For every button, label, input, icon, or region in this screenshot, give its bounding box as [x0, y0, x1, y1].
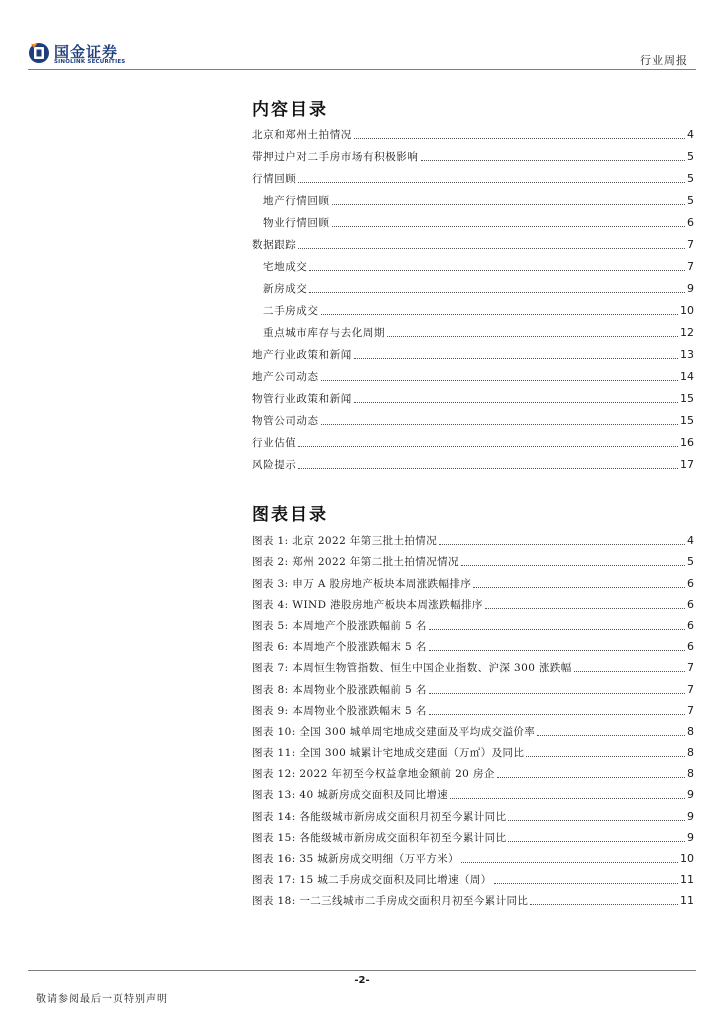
- figure-entry-label: 图表 13: 40 城新房成交面积及同比增速: [252, 789, 449, 802]
- toc-entry-page: 5: [687, 194, 694, 207]
- report-type-label: 行业周报: [640, 54, 688, 67]
- figure-entry-label: 图表 18: 一二三线城市二手房成交面积月初至今累计同比: [252, 895, 529, 908]
- disclaimer-note: 敬请参阅最后一页特别声明: [36, 994, 168, 1005]
- figure-entry-label: 图表 3: 申万 A 股房地产板块本周涨跌幅排序: [252, 577, 472, 590]
- toc-entry-label: 宅地成交: [263, 261, 308, 273]
- figure-entry[interactable]: [252, 739, 694, 760]
- figure-entry[interactable]: [252, 675, 694, 696]
- figure-entry-page: 9: [687, 809, 694, 823]
- toc-entry-page: 16: [680, 436, 694, 449]
- figure-entry-page: 10: [680, 852, 694, 865]
- figure-entry[interactable]: [252, 718, 694, 739]
- leader-dots: [298, 248, 685, 249]
- toc-entry-label: 新房成交: [263, 283, 308, 295]
- figure-entry-page: 6: [687, 618, 694, 632]
- toc-entry-page: 12: [680, 326, 694, 339]
- leader-dots: [354, 138, 685, 139]
- sinolink-logo-icon: [28, 40, 50, 66]
- figure-entry[interactable]: [252, 845, 694, 866]
- toc-entry-label: 带押过户对二手房市场有积极影响: [252, 151, 419, 163]
- toc-entry-label: 地产行情回顾: [263, 195, 330, 207]
- toc-entry-page: 15: [680, 414, 694, 427]
- toc-entry-label: 行业估值: [252, 437, 297, 449]
- leader-dots: [508, 820, 685, 821]
- footer-divider: [28, 970, 696, 971]
- toc-entry-page: 15: [680, 392, 694, 405]
- toc-subentry[interactable]: [252, 186, 694, 208]
- toc-entry-label: 北京和郑州土拍情况: [252, 129, 352, 141]
- figure-entry-label: 图表 9: 本周物业个股涨跌幅末 5 名: [252, 704, 427, 717]
- toc-entry-label: 地产公司动态: [252, 371, 319, 383]
- figures-title: 图表目录: [252, 505, 328, 525]
- leader-dots: [309, 292, 685, 293]
- leader-dots: [473, 587, 685, 588]
- figure-entry[interactable]: [252, 781, 694, 802]
- leader-dots: [321, 314, 679, 315]
- header-divider: [28, 69, 696, 70]
- figure-entry[interactable]: [252, 569, 694, 590]
- toc-subentry[interactable]: [252, 296, 694, 318]
- figure-entry-page: 5: [687, 555, 694, 569]
- logo-text-en: SINOLINK SECURITIES: [54, 59, 126, 65]
- toc-entry-page: 4: [687, 128, 694, 141]
- leader-dots: [439, 544, 685, 545]
- figure-entry[interactable]: [252, 527, 694, 548]
- toc-entry-label: 地产行业政策和新闻: [252, 349, 352, 361]
- figure-entry-label: 图表 16: 35 城新房成交明细（万平方米）: [252, 853, 459, 865]
- figure-entry-page: 8: [687, 746, 694, 760]
- contents-title: 内容目录: [252, 100, 328, 120]
- figure-entry-label: 图表 8: 本周物业个股涨跌幅前 5 名: [252, 683, 427, 696]
- toc-entry-label: 二手房成交: [263, 305, 319, 317]
- leader-dots: [429, 629, 685, 630]
- figure-entry[interactable]: [252, 612, 694, 633]
- toc-entry-label: 物管公司动态: [252, 415, 319, 427]
- toc-entry-page: 10: [680, 304, 694, 317]
- toc-entry[interactable]: [252, 120, 694, 142]
- toc-entry-page: 7: [687, 238, 694, 251]
- figure-entry-label: 图表 6: 本周地产个股涨跌幅末 5 名: [252, 641, 427, 654]
- figure-entry-label: 图表 14: 各能级城市新房成交面积月初至今累计同比: [252, 810, 507, 823]
- page-number: -2-: [354, 975, 370, 986]
- figure-entry[interactable]: [252, 548, 694, 569]
- toc-entry-page: 13: [680, 348, 694, 361]
- figure-entry-page: 9: [687, 830, 694, 844]
- figure-entry-label: 图表 7: 本周恒生物管指数、恒生中国企业指数、沪深 300 涨跌幅: [252, 662, 572, 675]
- toc-entry[interactable]: [252, 230, 694, 252]
- figure-entry[interactable]: [252, 824, 694, 845]
- leader-dots: [421, 160, 686, 161]
- toc-entry-label: 行情回顾: [252, 173, 297, 185]
- figure-entry-label: 图表 1: 北京 2022 年第三批土拍情况: [252, 535, 438, 548]
- figure-entry-page: 8: [687, 767, 694, 781]
- leader-dots: [429, 693, 685, 694]
- toc-entry-page: 9: [687, 282, 694, 295]
- toc-entry-label: 风险提示: [252, 459, 297, 471]
- toc-subentry[interactable]: [252, 318, 694, 340]
- figure-entry-page: 9: [687, 788, 694, 802]
- figures-list: [252, 527, 694, 908]
- leader-dots: [298, 182, 685, 183]
- leader-dots: [387, 336, 678, 337]
- figure-entry-label: 图表 2: 郑州 2022 年第二批土拍情况情况: [252, 556, 459, 569]
- leader-dots: [537, 735, 685, 736]
- figure-entry-label: 图表 4: WIND 港股房地产板块本周涨跌幅排序: [252, 598, 483, 611]
- toc-entry-label: 物业行情回顾: [263, 217, 330, 229]
- toc-entry[interactable]: [252, 384, 694, 406]
- toc-entry[interactable]: [252, 406, 694, 428]
- leader-dots: [354, 358, 678, 359]
- toc-entry-page: 7: [687, 260, 694, 273]
- figure-entry-page: 6: [687, 597, 694, 611]
- leader-dots: [321, 380, 678, 381]
- leader-dots: [485, 608, 685, 609]
- figure-entry[interactable]: [252, 697, 694, 718]
- leader-dots: [530, 904, 678, 905]
- figure-entry-label: 图表 11: 全国 300 城累计宅地成交建面（万㎡）及同比: [252, 747, 525, 760]
- figure-entry-label: 图表 17: 15 城二手房成交面积及同比增速（周）: [252, 874, 492, 887]
- figure-entry-label: 图表 12: 2022 年初至今权益拿地金额前 20 房企: [252, 768, 495, 781]
- figure-entry-page: 6: [687, 640, 694, 654]
- figure-entry[interactable]: [252, 802, 694, 823]
- figure-entry[interactable]: [252, 654, 694, 675]
- logo-text-cn: 国金证券: [54, 43, 119, 61]
- toc-entry[interactable]: [252, 450, 694, 472]
- figure-entry[interactable]: [252, 591, 694, 612]
- figure-entry-label: 图表 5: 本周地产个股涨跌幅前 5 名: [252, 619, 427, 632]
- toc-entry[interactable]: [252, 340, 694, 362]
- toc-entry[interactable]: [252, 362, 694, 384]
- leader-dots: [508, 841, 685, 842]
- leader-dots: [332, 204, 685, 205]
- toc-entry-label: 物管行业政策和新闻: [252, 393, 352, 405]
- leader-dots: [574, 671, 685, 672]
- leader-dots: [298, 468, 678, 469]
- leader-dots: [450, 798, 685, 799]
- leader-dots: [494, 883, 678, 884]
- leader-dots: [309, 270, 685, 271]
- leader-dots: [298, 446, 678, 447]
- leader-dots: [429, 650, 685, 651]
- toc-subentry[interactable]: [252, 274, 694, 296]
- figure-entry-page: 8: [687, 724, 694, 738]
- figure-entry-page: 7: [687, 682, 694, 696]
- toc-entry-page: 6: [687, 216, 694, 229]
- toc-entry-page: 14: [680, 370, 694, 383]
- figure-entry-page: 11: [680, 894, 694, 908]
- figure-entry-label: 图表 10: 全国 300 城单周宅地成交建面及平均成交溢价率: [252, 725, 536, 738]
- toc-entry-page: 5: [687, 150, 694, 163]
- figure-entry-page: 11: [680, 873, 694, 887]
- leader-dots: [461, 565, 685, 566]
- figure-entry[interactable]: [252, 760, 694, 781]
- leader-dots: [429, 714, 685, 715]
- toc-subentry[interactable]: [252, 252, 694, 274]
- toc-entry[interactable]: [252, 142, 694, 164]
- contents-list: [252, 120, 694, 472]
- company-logo: [28, 40, 148, 68]
- leader-dots: [332, 226, 685, 227]
- toc-entry[interactable]: [252, 164, 694, 186]
- figure-entry-page: 7: [687, 661, 694, 675]
- toc-entry-label: 数据跟踪: [252, 239, 297, 251]
- leader-dots: [461, 862, 678, 863]
- toc-entry-page: 5: [687, 172, 694, 185]
- toc-entry-page: 17: [680, 458, 694, 471]
- figure-entry-page: 6: [687, 576, 694, 590]
- leader-dots: [497, 777, 685, 778]
- leader-dots: [321, 424, 678, 425]
- figure-entry[interactable]: [252, 887, 694, 908]
- leader-dots: [526, 756, 685, 757]
- figure-entry[interactable]: [252, 866, 694, 887]
- toc-entry-label: 重点城市库存与去化周期: [263, 327, 386, 339]
- figure-entry-page: 4: [687, 534, 694, 548]
- figure-entry-label: 图表 15: 各能级城市新房成交面积年初至今累计同比: [252, 831, 507, 844]
- toc-entry[interactable]: [252, 428, 694, 450]
- leader-dots: [354, 402, 678, 403]
- figure-entry[interactable]: [252, 633, 694, 654]
- figure-entry-page: 7: [687, 703, 694, 717]
- toc-subentry[interactable]: [252, 208, 694, 230]
